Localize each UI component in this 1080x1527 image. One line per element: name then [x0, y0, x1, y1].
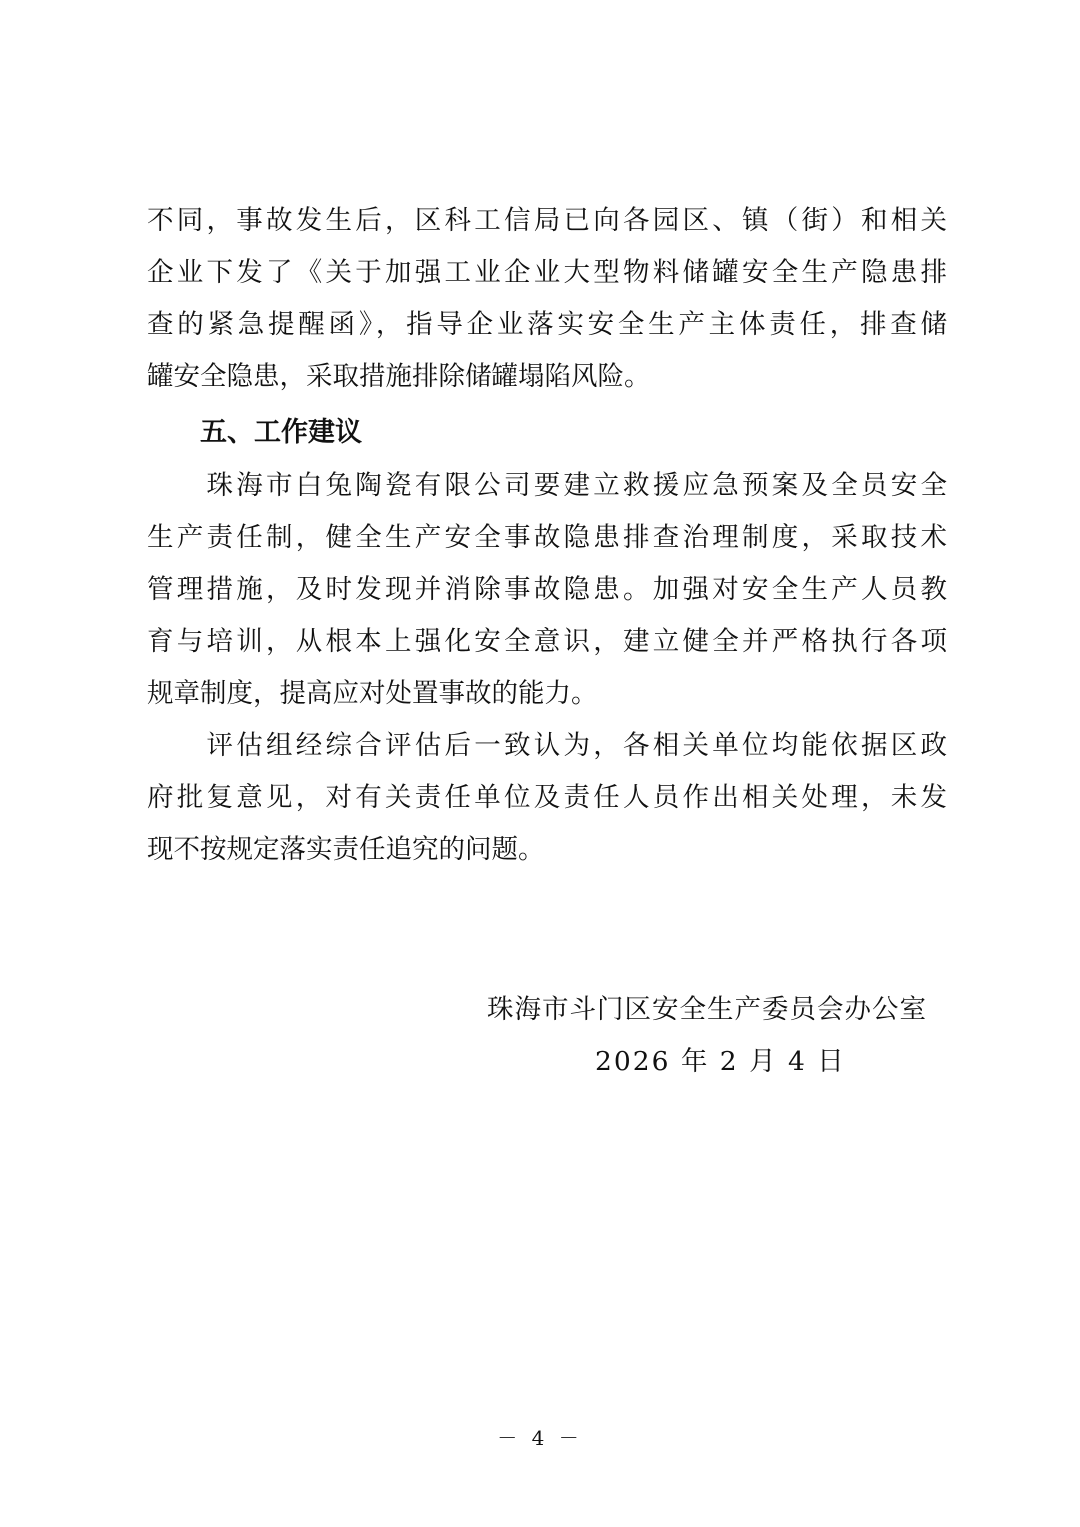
page-number: － 4 －	[497, 1426, 583, 1450]
section-heading-work-suggestions: 五、工作建议	[200, 417, 362, 448]
paragraph-1-line-2: 企业下发了《关于加强工业企业大型物料储罐安全生产隐患排	[147, 257, 947, 288]
paragraph-1-line-4: 罐安全隐患，采取措施排除储罐塌陷风险。	[147, 361, 651, 392]
paragraph-1-line-3: 查的紧急提醒函》，指导企业落实安全生产主体责任，排查储	[147, 309, 947, 340]
signature-organization: 珠海市斗门区安全生产委员会办公室	[487, 994, 927, 1025]
paragraph-3-line-1: 评估组经综合评估后一致认为，各相关单位均能依据区政	[147, 730, 947, 761]
paragraph-3-line-2: 府批复意见，对有关责任单位及责任人员作出相关处理，未发	[147, 782, 947, 813]
paragraph-2-line-5: 规章制度，提高应对处置事故的能力。	[147, 678, 598, 709]
paragraph-3-line-3: 现不按规定落实责任追究的问题。	[147, 834, 545, 865]
paragraph-1-line-1: 不同，事故发生后，区科工信局已向各园区、镇（街）和相关	[147, 205, 947, 236]
signature-date: 2026 年 2 月 4 日	[595, 1046, 846, 1077]
paragraph-2-line-2: 生产责任制，健全生产安全事故隐患排查治理制度，采取技术	[147, 522, 947, 553]
paragraph-2-line-3: 管理措施，及时发现并消除事故隐患。加强对安全生产人员教	[147, 574, 947, 605]
paragraph-2-line-4: 育与培训，从根本上强化安全意识，建立健全并严格执行各项	[147, 626, 947, 657]
paragraph-2-line-1: 珠海市白兔陶瓷有限公司要建立救援应急预案及全员安全	[147, 470, 947, 501]
